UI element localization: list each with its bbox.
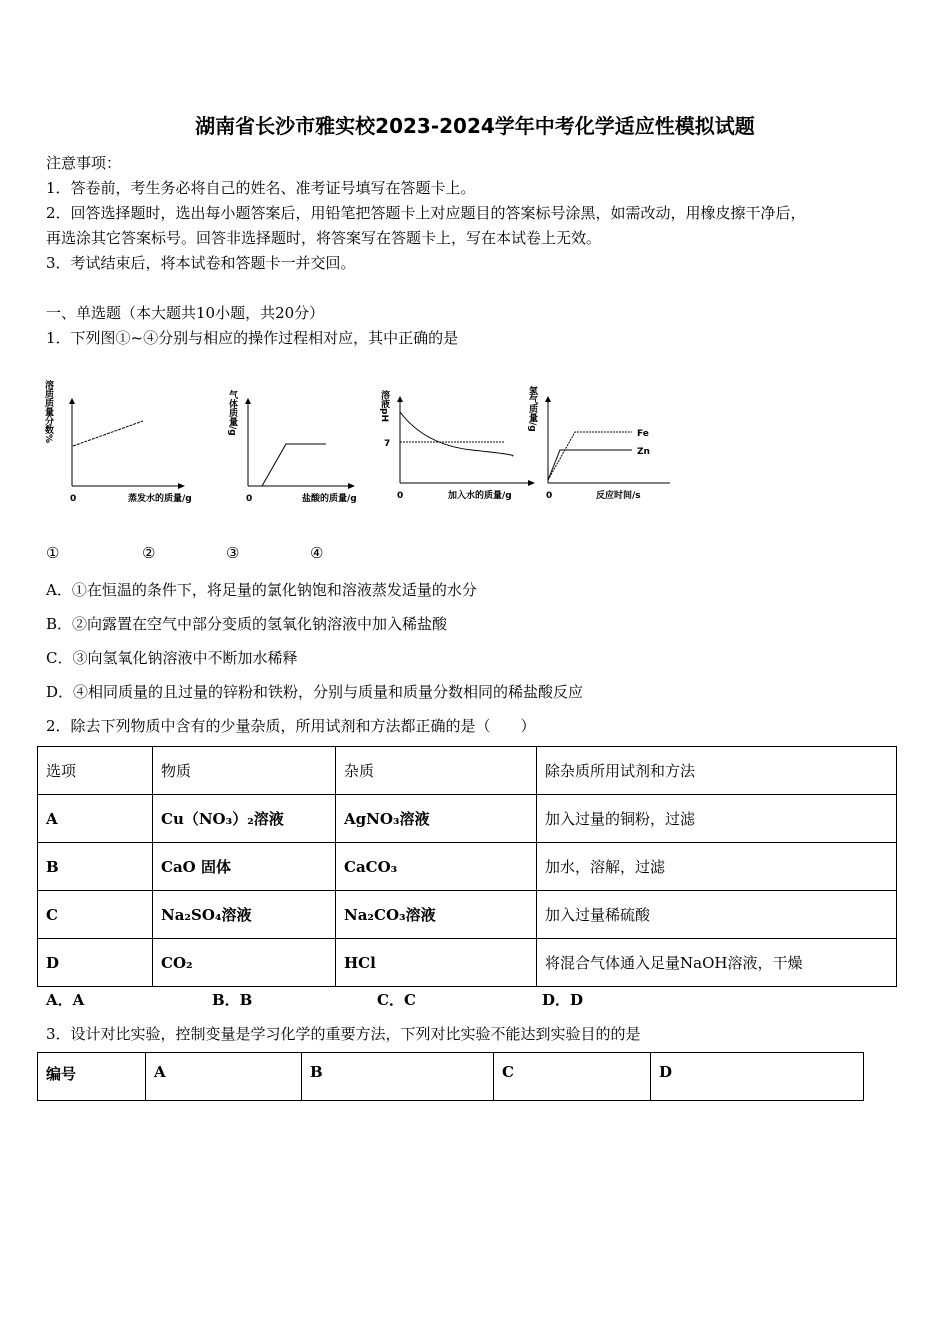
cell: CO₂ <box>153 939 336 987</box>
x-label: 加入水的质量/g <box>448 491 512 501</box>
cell: CaCO₃ <box>336 843 537 891</box>
header-cell: 物质 <box>153 747 336 795</box>
cell: C <box>38 891 153 939</box>
q2-table <box>37 746 897 987</box>
graph-label-2: ② <box>142 544 156 562</box>
notice-heading: 注意事项： <box>46 154 122 172</box>
header-cell: B <box>302 1053 494 1101</box>
notice-item: 再选涂其它答案标号。回答非选择题时，将答案写在答题卡上，写在本试卷上无效。 <box>46 229 602 247</box>
q1-graphs <box>40 360 670 510</box>
q2-option-b[interactable]: B．B <box>212 991 253 1009</box>
cell: AgNO₃溶液 <box>336 795 537 843</box>
cell: 加入过量稀硫酸 <box>537 891 897 939</box>
x-label: 蒸发水的质量/g <box>128 494 192 504</box>
ph-7-mark: 7 <box>384 439 391 449</box>
table-header-row <box>38 747 897 795</box>
q2-option-d[interactable]: D．D <box>542 991 584 1009</box>
question-2-stem: 2．除去下列物质中含有的少量杂质，所用试剂和方法都正确的是（ ） <box>46 717 536 735</box>
question-1-stem: 1．下列图①~④分别与相应的操作过程相对应，其中正确的是 <box>46 329 459 347</box>
series-zn: Zn <box>637 447 650 457</box>
origin: 0 <box>397 491 404 501</box>
q1-option-c[interactable]: C．③向氢氧化钠溶液中不断加水稀释 <box>46 649 298 667</box>
question-3-stem: 3．设计对比实验，控制变量是学习化学的重要方法，下列对比实验不能达到实验目的的是 <box>46 1025 641 1043</box>
y-label: 溶质质量分数% <box>43 380 53 444</box>
cell: Cu（NO₃）₂溶液 <box>153 795 336 843</box>
header-cell: D <box>651 1053 864 1101</box>
header-cell: 选项 <box>38 747 153 795</box>
cell: 加水，溶解，过滤 <box>537 843 897 891</box>
cell: 加入过量的铜粉，过滤 <box>537 795 897 843</box>
q2-option-a[interactable]: A．A <box>46 991 85 1009</box>
table-row <box>38 843 897 891</box>
graph-4 <box>527 385 670 501</box>
notice-item: 1．答卷前，考生务必将自己的姓名、准考证号填写在答题卡上。 <box>46 179 476 197</box>
header-cell: 除杂质所用试剂和方法 <box>537 747 897 795</box>
cell: Na₂SO₄溶液 <box>153 891 336 939</box>
table-row <box>38 891 897 939</box>
notice-item: 3．考试结束后，将本试卷和答题卡一并交回。 <box>46 254 356 272</box>
y-label: 气体质量/g <box>227 390 237 436</box>
cell: Na₂CO₃溶液 <box>336 891 537 939</box>
q1-option-a[interactable]: A．①在恒温的条件下，将足量的氯化钠饱和溶液蒸发适量的水分 <box>46 581 477 599</box>
header-cell: 编号 <box>38 1053 146 1101</box>
q1-option-b[interactable]: B．②向露置在空气中部分变质的氢氧化钠溶液中加入稀盐酸 <box>46 615 448 633</box>
cell: A <box>38 795 153 843</box>
cell: 将混合气体通入足量NaOH溶液，干燥 <box>537 939 897 987</box>
header-cell: A <box>146 1053 302 1101</box>
section-heading: 一、单选题（本大题共10小题，共20分） <box>46 304 325 322</box>
x-label: 盐酸的质量/g <box>302 494 357 504</box>
header-cell: 杂质 <box>336 747 537 795</box>
origin: 0 <box>246 494 253 504</box>
graph-label-3: ③ <box>226 544 240 562</box>
origin: 0 <box>70 494 77 504</box>
graph-1 <box>43 379 192 504</box>
header-cell: C <box>494 1053 651 1101</box>
x-label: 反应时间/s <box>596 491 641 501</box>
graph-label-4: ④ <box>310 544 324 562</box>
graph-label-1: ① <box>46 544 60 562</box>
series-fe: Fe <box>637 429 649 439</box>
graph-2 <box>227 389 357 504</box>
q3-table <box>37 1052 864 1101</box>
graph-3 <box>379 389 535 501</box>
q1-option-d[interactable]: D．④相同质量的且过量的锌粉和铁粉，分别与质量和质量分数相同的稀盐酸反应 <box>46 683 584 701</box>
origin: 0 <box>546 491 553 501</box>
cell: HCl <box>336 939 537 987</box>
cell: D <box>38 939 153 987</box>
y-label: 溶液pH <box>379 390 389 422</box>
table-row <box>38 795 897 843</box>
q2-option-c[interactable]: C．C <box>377 991 416 1009</box>
table-row <box>38 939 897 987</box>
y-label: 氢气质量/g <box>527 386 537 432</box>
table-header-row <box>38 1053 864 1101</box>
cell: B <box>38 843 153 891</box>
cell: CaO 固体 <box>153 843 336 891</box>
notice-item: 2．回答选择题时，选出每小题答案后，用铅笔把答题卡上对应题目的答案标号涂黑，如需改动，用橡皮擦干净后， <box>46 204 806 222</box>
page-title: 湖南省长沙市雅实校2023-2024学年中考化学适应性模拟试题 <box>195 114 755 138</box>
